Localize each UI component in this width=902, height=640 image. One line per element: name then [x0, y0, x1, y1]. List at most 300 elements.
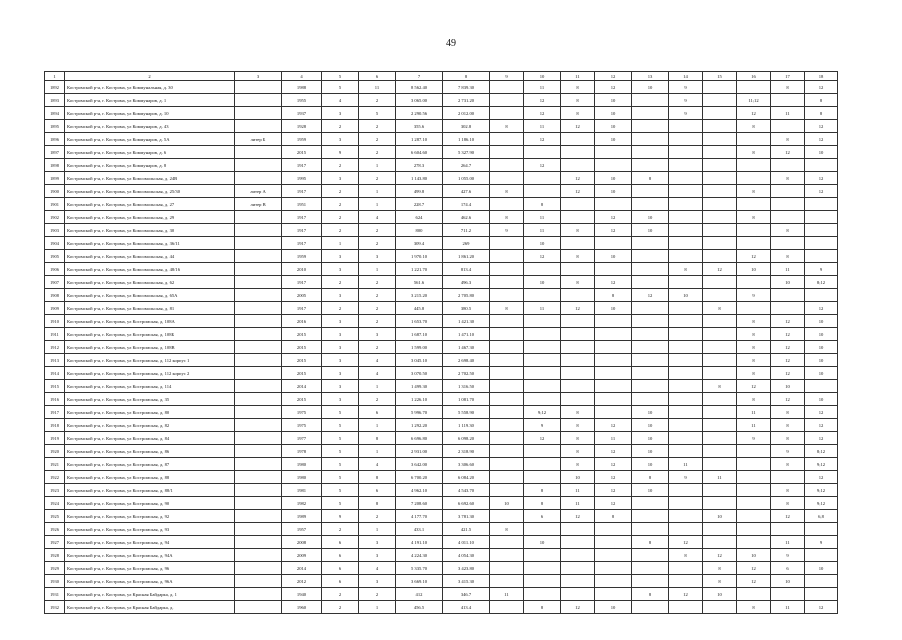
value-cell: 1975: [282, 406, 322, 419]
value-cell: [669, 185, 703, 198]
value-cell: 10: [771, 575, 805, 588]
value-cell: 11;12: [737, 94, 771, 107]
value-cell: [490, 250, 524, 263]
value-cell: 10: [595, 601, 632, 614]
value-cell: 3: [359, 549, 396, 562]
value-cell: 8: [595, 510, 632, 523]
value-cell: 12: [737, 107, 771, 120]
row-number-cell: 1902: [45, 211, 65, 224]
value-cell: 8: [703, 302, 737, 315]
value-cell: 8: [771, 406, 805, 419]
value-cell: 9;12: [805, 484, 838, 497]
value-cell: 12: [771, 393, 805, 406]
value-cell: [490, 380, 524, 393]
register-table: [44, 71, 838, 614]
value-cell: [632, 250, 669, 263]
value-cell: 8: [561, 276, 595, 289]
value-cell: 2015: [282, 146, 322, 159]
value-cell: [805, 523, 838, 536]
value-cell: [737, 237, 771, 250]
address-cell: Костромской р-н, г. Кострома, ул Костромская, д. 96А: [65, 575, 235, 588]
value-cell: [669, 367, 703, 380]
value-cell: 1980: [282, 458, 322, 471]
value-cell: [235, 328, 282, 341]
value-cell: 12: [737, 250, 771, 263]
table-row: [45, 406, 838, 419]
row-number-cell: 1910: [45, 315, 65, 328]
address-cell: Костромской р-н, г. Кострома, ул Комсомольская, д. 29: [65, 211, 235, 224]
column-header: 13: [632, 72, 669, 81]
column-header: 18: [805, 72, 838, 81]
value-cell: [669, 133, 703, 146]
value-cell: 8: [490, 120, 524, 133]
value-cell: [595, 588, 632, 601]
value-cell: 2: [322, 601, 359, 614]
value-cell: [703, 81, 737, 94]
value-cell: 2: [359, 315, 396, 328]
value-cell: [490, 159, 524, 172]
value-cell: 6 604.60: [396, 146, 443, 159]
value-cell: [669, 575, 703, 588]
value-cell: 12: [524, 432, 561, 445]
value-cell: 1937: [282, 107, 322, 120]
value-cell: [805, 380, 838, 393]
value-cell: 4: [359, 458, 396, 471]
value-cell: 2 705.80: [443, 289, 490, 302]
value-cell: [235, 432, 282, 445]
row-number-cell: 1901: [45, 198, 65, 211]
value-cell: [737, 458, 771, 471]
value-cell: [595, 380, 632, 393]
value-cell: 5: [322, 471, 359, 484]
value-cell: [235, 393, 282, 406]
value-cell: [805, 289, 838, 302]
value-cell: 4 011.10: [443, 536, 490, 549]
value-cell: [490, 471, 524, 484]
value-cell: 2: [359, 289, 396, 302]
row-number-cell: 1892: [45, 81, 65, 94]
value-cell: 12: [561, 120, 595, 133]
value-cell: [737, 159, 771, 172]
value-cell: [595, 536, 632, 549]
value-cell: 2: [359, 393, 396, 406]
address-cell: Костромской р-н, г. Кострома, ул Костромская, д. 82: [65, 419, 235, 432]
value-cell: [235, 315, 282, 328]
value-cell: 3 215.20: [396, 289, 443, 302]
value-cell: 12: [703, 549, 737, 562]
value-cell: [524, 458, 561, 471]
table-row: [45, 575, 838, 588]
value-cell: 8: [524, 601, 561, 614]
value-cell: 12: [524, 250, 561, 263]
address-cell: Костромской р-н, г. Кострома, ул Костромская, д. 80: [65, 406, 235, 419]
value-cell: 2015: [282, 354, 322, 367]
value-cell: 10: [805, 146, 838, 159]
value-cell: [703, 341, 737, 354]
value-cell: 1 119.30: [443, 419, 490, 432]
value-cell: [561, 354, 595, 367]
value-cell: 12: [771, 354, 805, 367]
value-cell: [524, 185, 561, 198]
value-cell: 12: [595, 484, 632, 497]
value-cell: 2015: [282, 341, 322, 354]
value-cell: 1917: [282, 159, 322, 172]
row-number-cell: 1922: [45, 471, 65, 484]
value-cell: [632, 94, 669, 107]
value-cell: 10: [595, 94, 632, 107]
value-cell: 3 423.80: [443, 562, 490, 575]
value-cell: 1: [359, 198, 396, 211]
value-cell: 3: [322, 250, 359, 263]
value-cell: [703, 328, 737, 341]
value-cell: 12: [595, 419, 632, 432]
value-cell: [669, 406, 703, 419]
value-cell: 4: [359, 562, 396, 575]
value-cell: 10: [561, 471, 595, 484]
value-cell: 421.5: [443, 523, 490, 536]
value-cell: [737, 497, 771, 510]
value-cell: [669, 250, 703, 263]
value-cell: [703, 198, 737, 211]
value-cell: 1940: [282, 588, 322, 601]
value-cell: 9;12: [805, 497, 838, 510]
value-cell: 813.4: [443, 263, 490, 276]
table-row: [45, 380, 838, 393]
row-number-cell: 1914: [45, 367, 65, 380]
value-cell: [703, 432, 737, 445]
value-cell: 2: [359, 120, 396, 133]
value-cell: 2: [322, 198, 359, 211]
value-cell: 10: [737, 549, 771, 562]
value-cell: 2 731.20: [443, 94, 490, 107]
row-number-cell: 1920: [45, 445, 65, 458]
value-cell: [235, 458, 282, 471]
table-row: [45, 159, 838, 172]
value-cell: [632, 575, 669, 588]
table-row: [45, 393, 838, 406]
value-cell: [595, 393, 632, 406]
value-cell: 2: [322, 588, 359, 601]
value-cell: 264.7: [443, 159, 490, 172]
value-cell: 8: [359, 471, 396, 484]
value-cell: 1 226.10: [396, 393, 443, 406]
value-cell: [632, 354, 669, 367]
value-cell: 8: [771, 250, 805, 263]
value-cell: 8: [524, 198, 561, 211]
value-cell: 8: [595, 289, 632, 302]
value-cell: 1: [359, 263, 396, 276]
value-cell: [561, 523, 595, 536]
value-cell: 10: [771, 380, 805, 393]
value-cell: 1980: [282, 471, 322, 484]
value-cell: [524, 393, 561, 406]
value-cell: 11: [561, 497, 595, 510]
value-cell: 11: [703, 471, 737, 484]
value-cell: 12: [595, 497, 632, 510]
address-cell: Костромской р-н, г. Кострома, ул Коммунаров, д. 8: [65, 159, 235, 172]
value-cell: [669, 211, 703, 224]
value-cell: [561, 575, 595, 588]
value-cell: [595, 341, 632, 354]
value-cell: [490, 133, 524, 146]
value-cell: 1 861.20: [443, 250, 490, 263]
address-cell: Костромской р-н, г. Кострома, ул Комсомольская, д. 81: [65, 302, 235, 315]
row-number-cell: 1928: [45, 549, 65, 562]
value-cell: 496.3: [443, 276, 490, 289]
value-cell: [235, 341, 282, 354]
value-cell: 2 012.00: [443, 107, 490, 120]
column-header: 16: [737, 72, 771, 81]
value-cell: [235, 562, 282, 575]
value-cell: 1: [359, 523, 396, 536]
value-cell: [561, 289, 595, 302]
value-cell: [703, 367, 737, 380]
value-cell: 9: [524, 419, 561, 432]
value-cell: 8: [771, 81, 805, 94]
value-cell: 11: [490, 588, 524, 601]
value-cell: 413.4: [443, 601, 490, 614]
value-cell: 5: [322, 445, 359, 458]
value-cell: 346.7: [443, 588, 490, 601]
address-cell: Костромской р-н, г. Кострома, ул Коммунаров, д. 6: [65, 146, 235, 159]
value-cell: 800: [396, 224, 443, 237]
value-cell: 2: [322, 159, 359, 172]
value-cell: 5 327.90: [443, 146, 490, 159]
value-cell: [235, 406, 282, 419]
value-cell: [669, 146, 703, 159]
value-cell: 1981: [282, 484, 322, 497]
row-number-cell: 1900: [45, 185, 65, 198]
value-cell: [737, 445, 771, 458]
value-cell: 2014: [282, 380, 322, 393]
value-cell: 174.4: [443, 198, 490, 211]
value-cell: [235, 445, 282, 458]
row-number-cell: 1919: [45, 432, 65, 445]
value-cell: 3: [322, 328, 359, 341]
value-cell: 3: [322, 315, 359, 328]
value-cell: 11: [524, 302, 561, 315]
value-cell: 355.6: [396, 120, 443, 133]
value-cell: 711.2: [443, 224, 490, 237]
row-number-cell: 1921: [45, 458, 65, 471]
value-cell: 462.6: [443, 211, 490, 224]
value-cell: 1959: [282, 250, 322, 263]
value-cell: 12: [595, 276, 632, 289]
value-cell: [703, 159, 737, 172]
table-row: [45, 211, 838, 224]
value-cell: [235, 549, 282, 562]
row-number-cell: 1917: [45, 406, 65, 419]
table-row: [45, 315, 838, 328]
value-cell: [632, 393, 669, 406]
value-cell: 2: [322, 211, 359, 224]
value-cell: 11: [771, 107, 805, 120]
value-cell: 2: [359, 133, 396, 146]
value-cell: [561, 549, 595, 562]
value-cell: [669, 380, 703, 393]
value-cell: 10: [632, 81, 669, 94]
value-cell: 1957: [282, 523, 322, 536]
value-cell: 2: [322, 302, 359, 315]
value-cell: 12: [771, 328, 805, 341]
value-cell: [490, 276, 524, 289]
value-cell: 4 962.10: [396, 484, 443, 497]
value-cell: [669, 445, 703, 458]
table-row: [45, 549, 838, 562]
value-cell: 8: [669, 263, 703, 276]
value-cell: 3: [322, 172, 359, 185]
column-header: 15: [703, 72, 737, 81]
row-number-cell: 1929: [45, 562, 65, 575]
value-cell: [561, 536, 595, 549]
column-header: 1: [45, 72, 65, 81]
value-cell: 12: [703, 263, 737, 276]
value-cell: 8: [490, 185, 524, 198]
value-cell: 427.6: [443, 185, 490, 198]
value-cell: [632, 107, 669, 120]
value-cell: [524, 588, 561, 601]
address-cell: Костромской р-н, г. Кострома, ул Коммунальная, д. 30: [65, 81, 235, 94]
row-number-cell: 1924: [45, 497, 65, 510]
value-cell: 2010: [282, 263, 322, 276]
value-cell: 2: [322, 224, 359, 237]
value-cell: 3 065.00: [396, 94, 443, 107]
value-cell: 3 070.50: [396, 367, 443, 380]
value-cell: 8: [561, 406, 595, 419]
value-cell: 2 318.90: [443, 445, 490, 458]
value-cell: [235, 159, 282, 172]
value-cell: [669, 159, 703, 172]
value-cell: [632, 146, 669, 159]
value-cell: 1975: [282, 419, 322, 432]
value-cell: [524, 367, 561, 380]
value-cell: [490, 601, 524, 614]
value-cell: [490, 263, 524, 276]
value-cell: 5: [322, 432, 359, 445]
value-cell: [805, 549, 838, 562]
value-cell: 10: [595, 250, 632, 263]
value-cell: 8: [737, 601, 771, 614]
value-cell: 3: [322, 263, 359, 276]
value-cell: [669, 198, 703, 211]
value-cell: 1: [359, 419, 396, 432]
value-cell: 11: [737, 419, 771, 432]
value-cell: [235, 497, 282, 510]
value-cell: 2: [359, 237, 396, 250]
value-cell: 1 471.10: [443, 328, 490, 341]
value-cell: 12: [805, 172, 838, 185]
value-cell: 12: [737, 562, 771, 575]
table-row: [45, 133, 838, 146]
value-cell: 9: [805, 536, 838, 549]
value-cell: 3 781.30: [443, 510, 490, 523]
value-cell: 3 045.10: [396, 354, 443, 367]
value-cell: 309.4: [396, 237, 443, 250]
value-cell: 1 081.70: [443, 393, 490, 406]
value-cell: [703, 354, 737, 367]
value-cell: 1 499.30: [396, 380, 443, 393]
value-cell: 10: [632, 458, 669, 471]
value-cell: [235, 484, 282, 497]
table-row: [45, 445, 838, 458]
value-cell: [490, 484, 524, 497]
value-cell: 445.8: [396, 302, 443, 315]
value-cell: [235, 471, 282, 484]
value-cell: 8: [737, 354, 771, 367]
row-number-cell: 1925: [45, 510, 65, 523]
value-cell: 11: [359, 81, 396, 94]
value-cell: [632, 341, 669, 354]
value-cell: 2015: [282, 367, 322, 380]
value-cell: [632, 315, 669, 328]
value-cell: 11: [524, 211, 561, 224]
value-cell: 8: [632, 172, 669, 185]
value-cell: [524, 445, 561, 458]
value-cell: [595, 354, 632, 367]
value-cell: 8: [771, 172, 805, 185]
value-cell: 8: [490, 523, 524, 536]
value-cell: 1: [359, 380, 396, 393]
value-cell: литер А: [235, 185, 282, 198]
value-cell: [703, 497, 737, 510]
table-row: [45, 146, 838, 159]
row-number-cell: 1932: [45, 601, 65, 614]
value-cell: 10: [524, 237, 561, 250]
value-cell: [703, 445, 737, 458]
row-number-cell: 1918: [45, 419, 65, 432]
value-cell: [490, 172, 524, 185]
value-cell: 1 055.00: [443, 172, 490, 185]
value-cell: [632, 562, 669, 575]
value-cell: 1 467.30: [443, 341, 490, 354]
value-cell: 12: [561, 302, 595, 315]
value-cell: [669, 276, 703, 289]
row-number-cell: 1911: [45, 328, 65, 341]
value-cell: 12: [632, 289, 669, 302]
value-cell: [632, 263, 669, 276]
value-cell: 8: [703, 380, 737, 393]
value-cell: 10: [771, 276, 805, 289]
row-number-cell: 1915: [45, 380, 65, 393]
value-cell: 1 292.20: [396, 419, 443, 432]
value-cell: 7 839.30: [443, 81, 490, 94]
value-cell: [235, 536, 282, 549]
value-cell: 3 669.10: [396, 575, 443, 588]
value-cell: [669, 601, 703, 614]
value-cell: 12: [805, 302, 838, 315]
value-cell: 624: [396, 211, 443, 224]
value-cell: 8: [561, 445, 595, 458]
value-cell: [561, 380, 595, 393]
value-cell: [524, 146, 561, 159]
value-cell: 8: [737, 328, 771, 341]
value-cell: 1917: [282, 185, 322, 198]
value-cell: [595, 146, 632, 159]
value-cell: [235, 354, 282, 367]
value-cell: 8: [805, 94, 838, 107]
value-cell: 3: [322, 107, 359, 120]
value-cell: [703, 250, 737, 263]
value-cell: 12: [805, 419, 838, 432]
value-cell: [490, 198, 524, 211]
value-cell: [524, 354, 561, 367]
value-cell: 1: [322, 237, 359, 250]
value-cell: 9: [490, 224, 524, 237]
value-cell: [524, 341, 561, 354]
value-cell: [737, 588, 771, 601]
value-cell: 1917: [282, 302, 322, 315]
value-cell: 1 316.50: [443, 380, 490, 393]
